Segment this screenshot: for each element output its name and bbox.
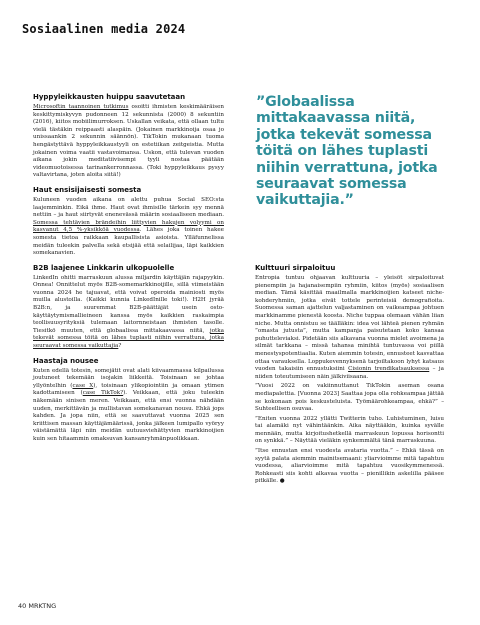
article-left-column xyxy=(33,93,224,450)
section-heading: B2B laajenee Linkkarin ulkopuolelle xyxy=(33,263,175,272)
page-footer xyxy=(18,602,56,610)
inline-link[interactable]: case TikTok? xyxy=(82,390,124,397)
inline-link[interactable]: Cisionin trendikatsauksessa xyxy=(348,366,430,373)
section-heading: Hyppyleikkausten huippu saavutetaan xyxy=(33,93,186,101)
section-heading: Kulttuuri sirpaloituu xyxy=(255,264,336,272)
section-paragraph: Kuluneen vuoden aikana on alettu puhua Social SEO:sta laajemminkin. Eikä ihme. Haut ovat ihmisille tärkein syy mennä nettiin – ja haut siirtyvät enenevässä määrin sosiaaliseen mediaan. Somessa tehtävien brändeihin liittyvien hakujen volyymi on kasvanut 4,5 %-yksikköä vuodessa. Lähes joka toinen hakee somesta tietoa raikkaan kaupallisista asioista. Ylläfunnelissa meidän tuleekin palvella sekä etsijää että selailijaa, läpi kaikkien somekanavien. xyxy=(33,196,224,257)
section-heading: Haut ensisijaisesti somesta xyxy=(33,185,142,194)
page-number: 40 xyxy=(18,602,27,610)
section-paragraph: ”Eniten vuonna 2022 yllätti Twitterin tuho. Luhistuminen, luisu tai alamäki nyt vähintäänkin. Aika näyttääkin, kuinka syvälle mennään, mutta kirjoitushetkellä marraskuun lopussa horisontti on synkkä.” – Näyttää vieläkin synkemmältä tänä marraskuuna. xyxy=(255,415,444,445)
inline-link[interactable]: jotka tekevät somessa töitä on lähes tuplasti niihin verrattuna, jotka seuraavat somessa vaikuttajia xyxy=(33,327,224,350)
page-title: Sosiaalinen media 2024 xyxy=(22,22,186,36)
pull-quote: ”Globaalissa mittakaavassa niitä, jotka tekevät somessa töitä on lähes tuplasti niihin verrattuna, jotka seuraavat somessa vaikuttajia.” xyxy=(256,94,438,209)
end-mark-icon: ● xyxy=(279,478,285,485)
article-right-column xyxy=(255,264,444,488)
inline-link[interactable]: Somessa tehtävien brändeihin liittyvien hakujen volyymi on kasvanut 4,5 %-yksikköä vuodessa xyxy=(33,219,224,234)
section-heading: Haastaja nousee xyxy=(33,356,99,365)
section-paragraph: Microsoftin taannoinen tutkimus osoitti ihmisten keskimääräisen keskittymiskyvyn pudonneen 12 sekunnista (2000) 8 sekuntiin (2016), kiitos mobiilimurroksen. Uskallan veikata, että ollaan tultu vielä tästäkin reippaasti alaspäin. (Jokainen markkinoija osaa jo unissaankin 2 sekunnin säännön). TikTokin mukanaan tuoma hengästyttävä hyppyleikkaustyyli on estetiikan zeitgeistia. Mutta jokainen voima vaatii vastavoimansa. Uskon, että tulevan vuoden aikana jokin meditatiivisempi tyyli nostaa päätään videomuotoisessa tarinankerronnassa. (Toki hyppyleikkaus pysyy valtavirtana, joten aloita siitä!) xyxy=(33,104,225,179)
inline-link[interactable]: case X xyxy=(72,382,94,389)
magazine-name: MRKTNG xyxy=(28,602,57,610)
inline-link[interactable]: Microsoftin taannoinen tutkimus xyxy=(33,104,129,110)
section-paragraph: Kuten edellä totesin, somejätit ovat alati kiivaammassa kilpailussa joutuneet tekemään isojakin liikkeitä. Toisinaan se johtaa yllyöntelhin (case X), toisinaan ylikopiointiin ja omaan ytimen kadottamiseen (case TikTok?). Veikkaan, että joku tuleekin näkemään sinisen meren. Veikkaan, että ensi vuonna nähdään uuden, merkittävän ja mullistavan somekanavan nousu. Ehkä jops kahden. Ja jopa niin, että se saavuttavat vuonna 2025 sen kriittisen massan käyttäjämäärissä, jonka jälkeen lumipallo vyöryy väistämättä läpi niin meidän uutuusviehättyvien markkinoijien kuin sen hitaammin omaksuvan kansanryhmänpuolikkaan. xyxy=(33,367,225,442)
section-paragraph: ”Itse ennustan ensi vuodesta avataria vuotta.” – Ehkä tässä on syytä palata aiemmin mainitsemaani: yliarvioimme mitä tapahtuu vuodessa, aliarvioimme mitä tapahtuu vuosikymmenessä. Rohkeasti siis kohti alkavaa vuotta – pienillikin askelilla pääsee pitkälle. ● xyxy=(255,448,444,485)
section-paragraph: ”Vuosi 2022 on vakiinnuttanut TikTokin aseman osana mediapalettia. [Vuonna 2023] Saattaa jopa olla rohkeampaa jättää se kokonaan pois keskusteluista. Työmäärohkeampaa, ehkä?” – Suhteellisen osuvaa. xyxy=(255,383,444,413)
section-paragraph: LinkedIn ohitti marraskuun alussa miljardin käyttäjän rajapyykin. Onnea! Onnittelut myös B2B-somemarkkinoijille, sillä viimeistään vuonna 2024 he tajuavat, että voivat operoida mainiosti myös muilla alustoilla. (Kaikki kunnia LinkedInille toki!). H2H jyrää B2B:n, ja suuremmat B2B-päättäjät usein osto-käyttäytymismallieineen kanssa myös kaikkien raskaimpia teollisuusyrityksiä tulemaan laitornneistaan ihmisten tasolle. Tiesitkö muuten, että globaalissa mittakaavassa niitä, jotka tekevät somessa töitä on lähes tuplasti niihin verrattuna, jotka seuraavat somessa vaikuttajia? xyxy=(33,274,224,350)
section-paragraph: Entropia tuntuu ohjaavan kulttuuria – yleisöt sirpaloituvat pienempiin ja hajanaisempiin ryhmiin, kiitos (myös) sosiaalisen median. Tämä käsittää maailmalla markkinoijien katseet niche-kohderyhmiin, jotka eivät tottele perinteisiä demografioita. Suomessa saman ajattelun valjastaminen on vaikeampaa johtuen markkinamme pienestä koosta. Niche tuppaa olemaan vähän liian niche. Mutta onnistuu se täälläkin: idea voi lähteä pienen ryhmän ”omasta jutusta”, mutta kampanja paisutetaan koko kansaa puhutteleviaksi. Pidetään siis alkavana vuonna mielet avoimena ja silmät tarkkana – missä tahansa minihtä tuntuvassa voi piillä menestyspotentiaalia. Kuten aiemmin totesin, ennusteet kasvattaa ottaa varauksella. Loppukevennyksenä tarjoiltakoon lyhyt katsaus vuoden takaisiin ennustuksiini Cisionin trendikatsauksessa – ja niiden toteutumiseen näin jälkiviisaana. xyxy=(255,275,444,380)
